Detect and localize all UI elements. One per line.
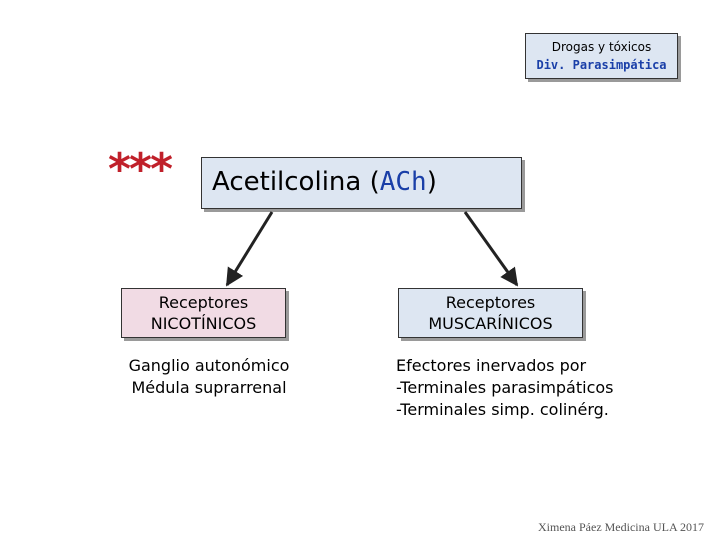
nicotinic-receptors-box — [121, 288, 286, 338]
main-abbr: ACh — [379, 167, 427, 197]
muscarinic-receptors-box — [398, 288, 583, 338]
nicotinic-line2: NICOTÍNICOS — [150, 314, 257, 333]
course-title: Drogas y tóxicos — [551, 40, 652, 54]
muscarinic-description — [396, 355, 676, 421]
muscarinic-line1: Receptores — [445, 293, 536, 312]
main-label-post: ) — [426, 167, 437, 197]
nicotinic-description — [119, 355, 299, 399]
nicotinic-desc-line: Ganglio autonómico — [128, 356, 290, 375]
author-credit: Ximena Páez Medicina ULA 2017 — [538, 520, 704, 534]
muscarinic-desc-line: -Terminales parasimpáticos — [396, 378, 614, 397]
muscarinic-desc-line: -Terminales simp. colinérg. — [396, 400, 609, 419]
nicotinic-desc-line: Médula suprarrenal — [131, 378, 287, 397]
nicotinic-line1: Receptores — [158, 293, 249, 312]
arrow-to-nicotinic — [227, 212, 272, 285]
importance-stars: *** — [108, 144, 172, 195]
main-label-pre: Acetilcolina ( — [212, 167, 380, 197]
course-subtitle: Div. Parasimpática — [536, 58, 667, 72]
muscarinic-desc-line: Efectores inervados por — [396, 356, 587, 375]
muscarinic-line2: MUSCARÍNICOS — [428, 314, 553, 333]
arrow-to-muscarinic — [465, 212, 517, 285]
